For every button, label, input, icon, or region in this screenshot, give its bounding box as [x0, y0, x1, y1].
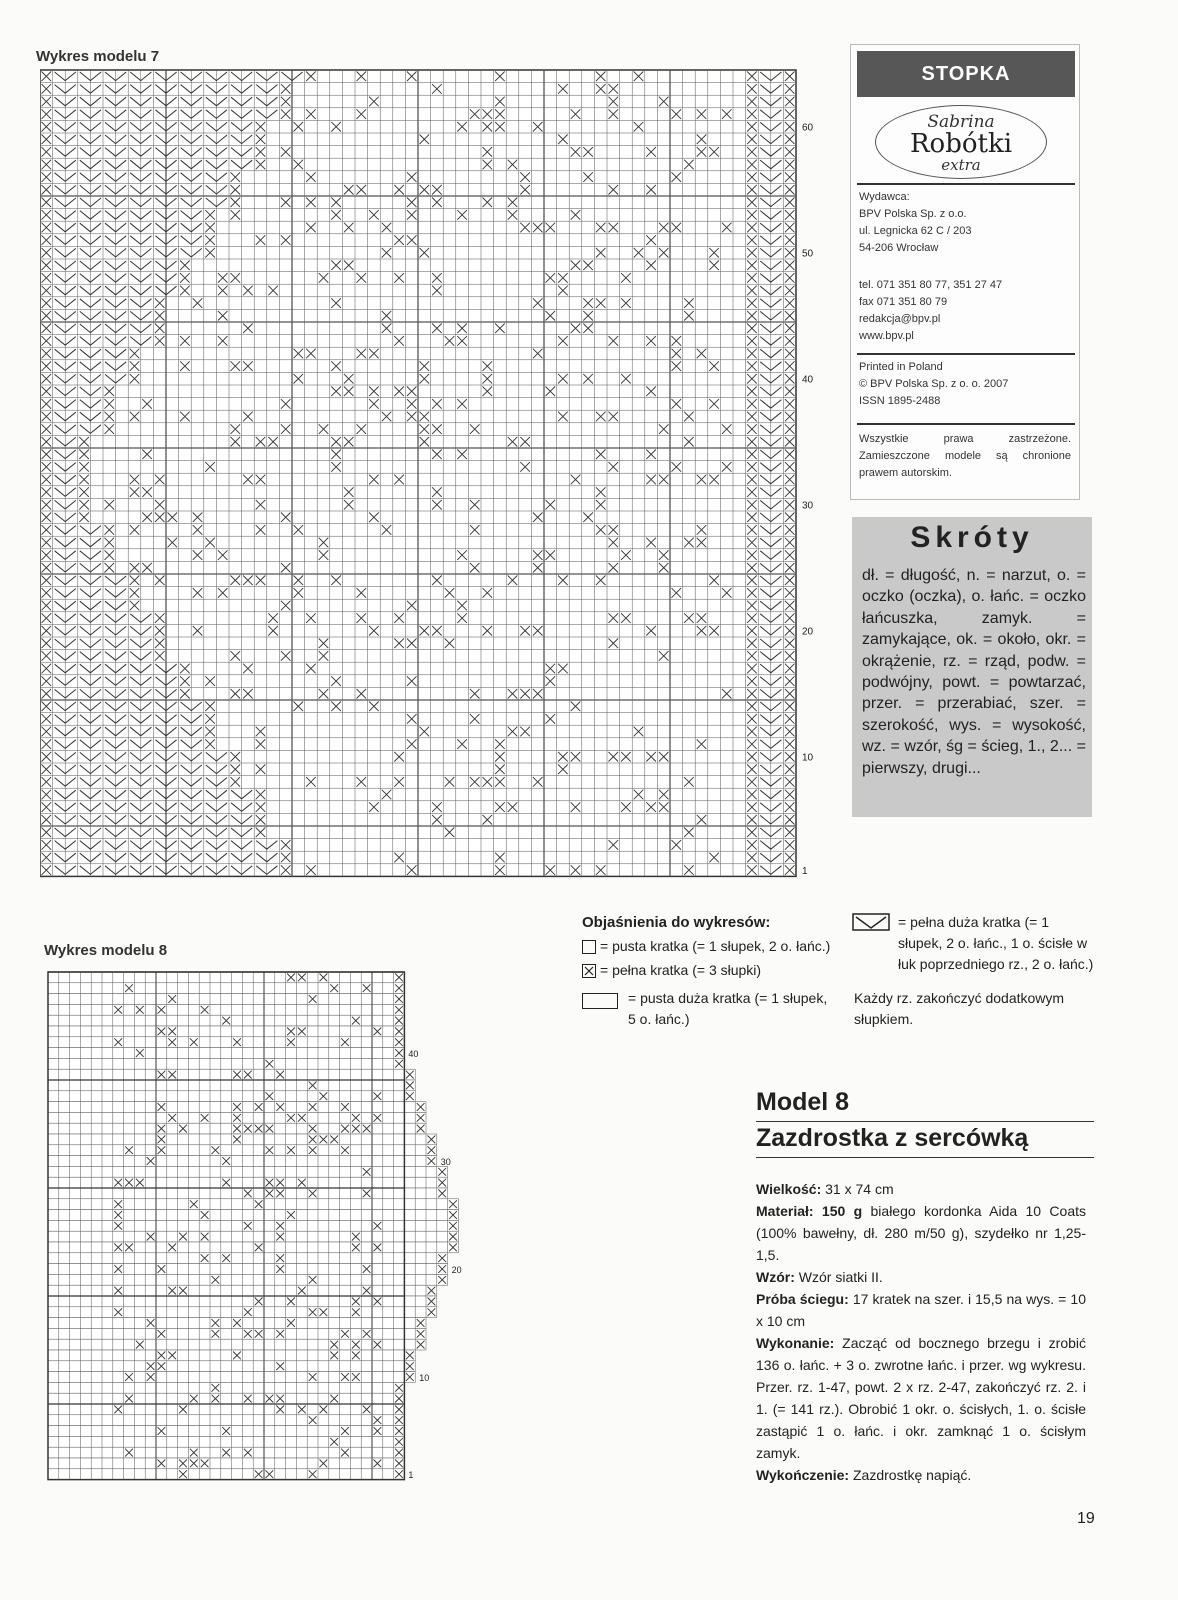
chart7-row-label: 60 — [802, 122, 814, 134]
spec-pattern: Wzór: Wzór siatki II. — [756, 1269, 883, 1285]
contact-email[interactable]: redakcja@bpv.pl — [859, 313, 941, 325]
spec-finish: Wykończenie: Zazdrostkę napiąć. — [756, 1467, 972, 1483]
abbreviations-box — [852, 517, 1092, 817]
abbreviations-title: Skróty — [910, 521, 1034, 554]
issn: ISSN 1895-2488 — [859, 395, 941, 407]
chart8-grid — [46, 970, 666, 1502]
chart7-grid — [40, 68, 820, 904]
spec-material: Materiał: 150 g białego kordonka Aida 10 Coats (100% bawełny, dł. 280 m/50 g), szydełko nr 1,25-1,5. — [756, 1203, 1086, 1263]
legend-big-empty-text: = pusta duża kratka (= 1 słupek, 5 o. łańc.) — [628, 990, 828, 1027]
imprint-band: STOPKA — [857, 51, 1075, 97]
publisher-label: Wydawca: — [859, 191, 910, 203]
spec-work: Wykonanie: Zacząć od bocznego brzegu i zrobić 136 o. łańc. + 3 o. zwrotne łańc. i przer. wg wykresu. Przer. rz. 1-47, powt. 2 x rz. 2-47, zakończyć rz. 2. i 1. (= 141 rz.). Obrobić 1 okr. o. ścisłych, 1. o. ścisłe zastąpić 1 o. łańc. i okr. zamknąć 1 o. ścisłym zamyk. — [756, 1335, 1087, 1461]
legend-big-full-text: = pełna duża kratka (= 1 słupek, 2 o. łańc., 1 o. ścisłe w łuk poprzedniego rz., 2 o. łańc.) — [898, 914, 1094, 972]
chart8-row-label: 30 — [440, 1157, 451, 1167]
legend-full — [582, 960, 860, 981]
big-filled-cell-icon — [852, 913, 890, 931]
chart8-row-label: 1 — [408, 1470, 414, 1481]
chart7-row-label: 50 — [802, 248, 814, 260]
imprint-divider-2 — [857, 353, 1075, 355]
logo-line1: Sabrina — [927, 112, 995, 132]
logo-line3: extra — [941, 156, 981, 174]
big-empty-cell-icon — [582, 993, 618, 1009]
chart7-row-label: 10 — [802, 752, 814, 764]
legend-note: Każdy rz. zakończyć dodatkowym słupkiem. — [854, 990, 1065, 1027]
contact-web[interactable]: www.bpv.pl — [859, 330, 914, 342]
model8-subtitle: Zazdrostka z sercówką — [756, 1124, 1029, 1152]
chart8-row-label: 40 — [408, 1049, 419, 1059]
logo-line2: Robótki — [909, 129, 1013, 159]
publisher-street: ul. Legnicka 62 C / 203 — [859, 225, 972, 237]
copyright: © BPV Polska Sp. z o. o. 2007 — [859, 378, 1009, 390]
chart7-row-label: 20 — [802, 626, 814, 638]
imprint-divider — [857, 183, 1075, 185]
page-number: 19 — [1077, 1510, 1095, 1527]
chart7-row-label: 40 — [802, 374, 814, 386]
print-info-block — [859, 359, 1071, 410]
imprint-box — [850, 44, 1080, 500]
printed-in: Printed in Poland — [859, 361, 943, 373]
publisher-name: BPV Polska Sp. z o.o. — [859, 208, 967, 220]
abbreviations-text: dł. = długość, n. = narzut, o. = oczko (oczka), o. łańc. = oczko łańcuszka, zamyk. = zamykające, ok. = około, okr. = okrążenie, rz. = rząd, podw. = podwójny, powt. = powtarzać, przer. = przerabiać, szer. = szerokość, wys. = wysokość, wz. = wzór, śg = ścieg, 1., 2... = pierwszy, drugi... — [862, 567, 1086, 777]
chart8-row-label: 10 — [419, 1373, 430, 1383]
spec-gauge: Próba ściegu: 17 kratek na szer. i 15,5 na wys. = 10 x 10 cm — [756, 1291, 1086, 1329]
magazine-logo — [875, 105, 1047, 179]
legend-empty-text: = pusta kratka (= 1 słupek, 2 o. łańc.) — [600, 938, 831, 954]
legend-empty — [582, 936, 860, 957]
contact-block — [859, 277, 1071, 345]
spec-size: Wielkość: 31 x 74 cm — [756, 1181, 894, 1197]
legend-title: Objaśnienia do wykresów: — [582, 914, 771, 931]
chart7-title: Wykres modelu 7 — [36, 48, 160, 65]
contact-fax: fax 071 351 80 79 — [859, 296, 948, 308]
filled-cell-icon — [582, 964, 596, 978]
imprint-divider-3 — [857, 423, 1075, 425]
model8-title: Model 8 — [756, 1088, 850, 1116]
chart7-row-label: 30 — [802, 500, 814, 512]
empty-cell-icon — [582, 940, 596, 954]
contact-tel: tel. 071 351 80 77, 351 27 47 — [859, 279, 1003, 291]
model8-specs — [756, 1178, 1086, 1486]
title-rule — [756, 1121, 1094, 1122]
subtitle-rule — [756, 1157, 1094, 1158]
publisher-block — [859, 189, 1071, 257]
chart8-title: Wykres modelu 8 — [44, 942, 168, 959]
legend-full-text: = pełna kratka (= 3 słupki) — [600, 962, 762, 978]
publisher-city: 54-206 Wrocław — [859, 242, 939, 254]
chart7-row-label: 1 — [802, 866, 808, 878]
rights-notice: Wszystkie prawa zastrzeżone. Zamieszczone modele są chronione prawem autorskim. — [859, 433, 1071, 479]
chart8-row-label: 20 — [451, 1265, 462, 1275]
